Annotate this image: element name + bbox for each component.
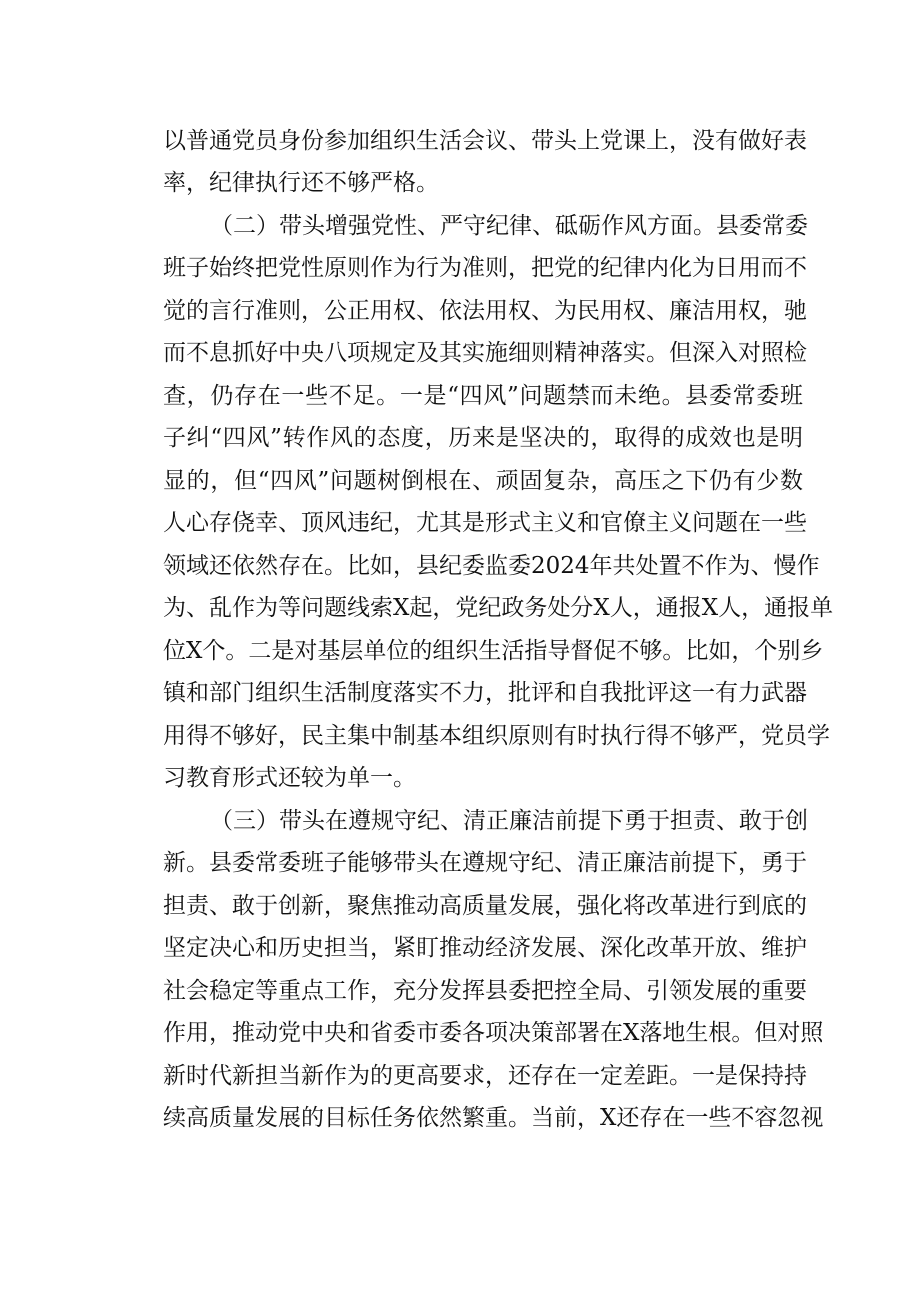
text-line: 而不息抓好中央八项规定及其实施细则精神落实。但深入对照检 xyxy=(163,340,807,366)
text-line: 人心存侥幸、顶风违纪，尤其是形式主义和官僚主义问题在一些 xyxy=(163,510,807,536)
text-line: 查，仍存在一些不足。一是“四风”问题禁而未绝。县委常委班 xyxy=(163,383,803,409)
text-line: 新时代新担当新作为的更高要求，还存在一定差距。一是保持持 xyxy=(163,1063,807,1089)
text-line: 担责、敢于创新，聚焦推动高质量发展，强化将改革进行到底的 xyxy=(163,893,807,919)
text-line: 率，纪律执行还不够严格。 xyxy=(163,170,439,196)
text-line: 习教育形式还较为单一。 xyxy=(163,765,416,791)
text-line: 续高质量发展的目标任务依然繁重。当前，X还存在一些不容忽视 xyxy=(163,1105,824,1131)
text-line: 觉的言行准则，公正用权、依法用权、为民用权、廉洁用权，驰 xyxy=(163,298,807,324)
text-line: 用得不够好，民主集中制基本组织原则有时执行得不够严，党员学 xyxy=(163,723,830,749)
text-line: 子纠“四风”转作风的态度，历来是坚决的，取得的成效也是明 xyxy=(163,425,803,451)
text-line: 坚定决心和历史担当，紧盯推动经济发展、深化改革开放、维护 xyxy=(163,935,807,961)
text-line: 为、乱作为等问题线索X起，党纪政务处分X人，通报X人，通报单 xyxy=(163,595,834,621)
section-heading-line: （二）带头增强党性、严守纪律、砥砺作风方面。县委常委 xyxy=(210,213,808,239)
text-line: 作用，推动党中央和省委市委各项决策部署在X落地生根。但对照 xyxy=(163,1020,824,1046)
text-line: 班子始终把党性原则作为行为准则，把党的纪律内化为日用而不 xyxy=(163,255,807,281)
text-line: 社会稳定等重点工作，充分发挥县委把控全局、引领发展的重要 xyxy=(163,978,807,1004)
text-line: 显的，但“四风”问题树倒根在、顽固复杂，高压之下仍有少数 xyxy=(163,468,803,494)
text-line: 领域还依然存在。比如，县纪委监委2024年共处置不作为、慢作 xyxy=(163,553,820,579)
text-line: 新。县委常委班子能够带头在遵规守纪、清正廉洁前提下，勇于 xyxy=(163,850,807,876)
text-line: 以普通党员身份参加组织生活会议、带头上党课上，没有做好表 xyxy=(163,128,807,154)
section-heading-line: （三）带头在遵规守纪、清正廉洁前提下勇于担责、敢于创 xyxy=(210,808,808,834)
text-line: 镇和部门组织生活制度落实不力，批评和自我批评这一有力武器 xyxy=(163,680,807,706)
text-line: 位X个。二是对基层单位的组织生活指导督促不够。比如，个别乡 xyxy=(163,638,824,664)
